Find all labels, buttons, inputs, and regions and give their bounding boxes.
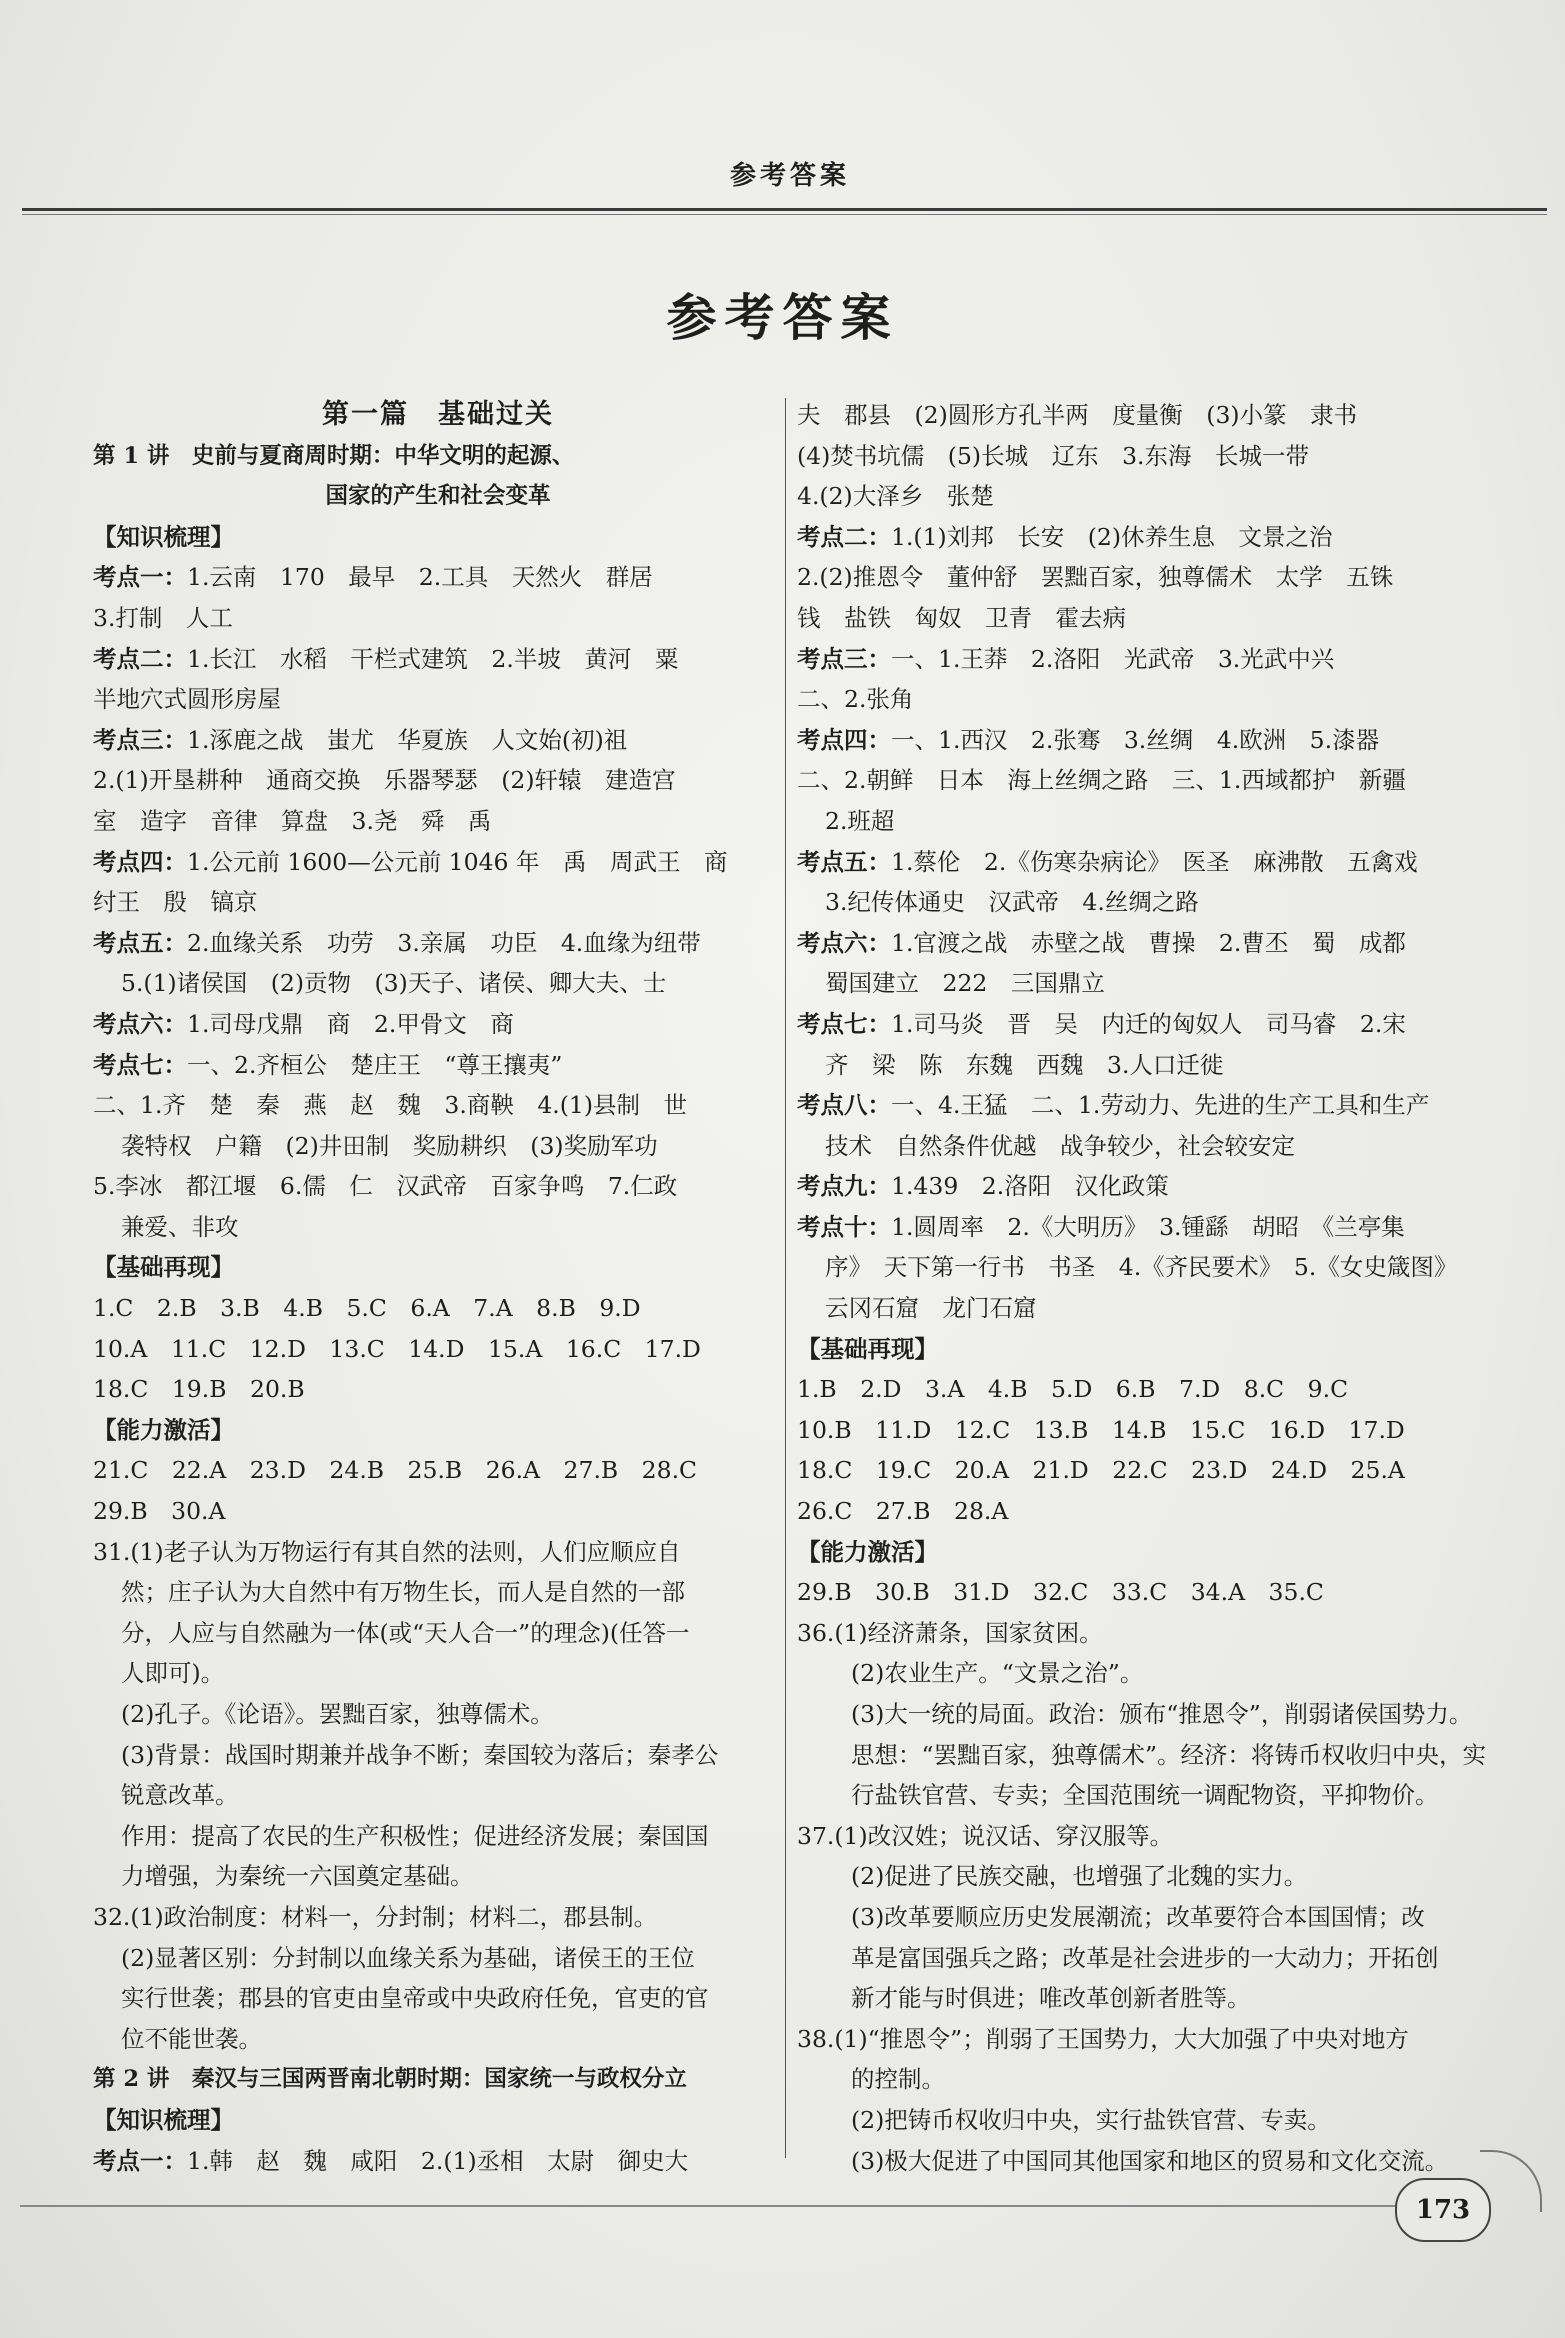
lecture-title: 第 2 讲 秦汉与三国两晋南北朝时期：国家统一与政权分立 [93,2066,687,2093]
part-title: 第一篇 基础过关 [322,399,554,430]
left-answer-line: 室 造字 音律 算盘 3.尧 舜 禹 [93,806,492,835]
kaodian-answers: 1.蔡伦 2.《伤寒杂病论》 医圣 麻沸散 五禽戏 [891,847,1418,876]
kaodian-answers: 1.云南 170 最早 2.工具 天然火 群居 [187,563,653,592]
left-answer-line: 半地穴式圆形房屋 [93,685,281,714]
left-kaodian-line [93,720,783,761]
right-answer-line: 1.B 2.D 3.A 4.B 5.D 6.B 7.D 8.C 9.C [797,1375,1349,1404]
left-answer-line: 分，人应与自然融为一体(或“天人合一”的理念)(任答一 [121,1618,690,1647]
right-answer-line: 行盐铁官营、专卖；全国范围统一调配物资，平抑物价。 [851,1781,1439,1810]
left-answer-line: 人即可)。 [121,1659,225,1688]
left-column [93,395,783,2181]
right-answer-line: 思想：“罢黜百家，独尊儒术”。经济：将铸币权收归中央，实 [851,1740,1487,1769]
right-answer-line: 夫 郡县 (2)圆形方孔半两 度量衡 (3)小篆 隶书 [797,401,1358,429]
running-header: 参考答案 [729,161,850,191]
left-kaodian-line [93,1004,783,1045]
right-kaodian-line [797,1207,1497,1248]
right-answer-line: 云冈石窟 龙门石窟 [825,1294,1037,1323]
section-heading: 【知识梳理】 [93,522,234,551]
right-answer-line: 18.C 19.C 20.A 21.D 22.C 23.D 24.D 25.A [797,1456,1405,1485]
kaodian-answers: 一、4.王猛 二、1.劳动力、先进的生产工具和生产 [891,1091,1430,1120]
kaodian-answers: 1.司马炎 晋 吴 内迁的匈奴人 司马睿 2.宋 [891,1009,1406,1038]
right-answer-line: 3.纪传体通史 汉武帝 4.丝绸之路 [825,888,1199,917]
lecture-title: 国家的产生和社会变革 [325,483,551,510]
right-answer-line: 29.B 30.B 31.D 32.C 33.C 34.A 35.C [797,1578,1324,1607]
left-kaodian-line [93,2141,783,2182]
right-answer-line: 36.(1)经济萧条，国家贫困。 [797,1618,1103,1647]
left-kaodian-line [93,1045,783,1086]
footer-rule [20,2205,1400,2207]
right-answer-line: (3)极大促进了中国同其他国家和地区的贸易和文化交流。 [851,2146,1449,2175]
kaodian-answers: 2.血缘关系 功劳 3.亲属 功臣 4.血缘为纽带 [187,928,701,957]
kaodian-label: 考点七： [93,1050,187,1079]
left-answer-line: 锐意改革。 [121,1781,239,1810]
section-heading: 【能力激活】 [797,1537,938,1566]
right-kaodian-line [797,842,1497,883]
kaodian-label: 考点四： [797,725,891,754]
left-kaodian-line [93,557,783,598]
kaodian-answers: 1.司母戊鼎 商 2.甲骨文 商 [187,1009,514,1038]
kaodian-label: 考点九： [797,1172,891,1201]
left-answer-line: 然；庄子认为大自然中有万物生长，而人是自然的一部 [121,1578,685,1607]
right-answer-line: (3)大一统的局面。政治：颁布“推恩令”，削弱诸侯国势力。 [851,1700,1473,1728]
left-kaodian-line [93,842,783,883]
left-answer-line: 31.(1)老子认为万物运行有其自然的法则，人们应顺应自 [93,1537,681,1566]
kaodian-label: 考点一： [93,563,187,592]
left-answer-line: 实行世袭；郡县的官吏由皇帝或中央政府任免，官吏的官 [121,1984,709,2013]
kaodian-label: 考点七： [797,1009,891,1038]
right-answer-line: 钱 盐铁 匈奴 卫青 霍去病 [797,603,1126,632]
right-answer-line: (3)改革要顺应历史发展潮流；改革要符合本国国情；改 [851,1902,1425,1931]
left-answer-line: 纣王 殷 镐京 [93,888,258,917]
right-answer-line: (4)焚书坑儒 (5)长城 辽东 3.东海 长城一带 [797,441,1309,470]
right-answer-line: 蜀国建立 222 三国鼎立 [825,969,1105,998]
kaodian-label: 考点五： [93,928,187,957]
left-answer-line: (3)背景：战国时期兼并战争不断；秦国较为落后；秦孝公 [121,1740,719,1769]
right-answer-line: 26.C 27.B 28.A [797,1497,1009,1526]
left-answer-line: 21.C 22.A 23.D 24.B 25.B 26.A 27.B 28.C [93,1456,698,1485]
right-column [797,395,1497,2181]
right-kaodian-line [797,639,1497,680]
kaodian-label: 考点十： [797,1212,891,1241]
kaodian-answers: 1.涿鹿之战 蚩尤 华夏族 人文始(初)祖 [187,725,628,754]
kaodian-label: 考点六： [797,928,891,957]
right-answer-line: 的控制。 [851,2065,945,2094]
kaodian-answers: 1.公元前 1600—公元前 1046 年 禹 周武王 商 [187,847,728,876]
left-answer-line: 29.B 30.A [93,1497,226,1526]
kaodian-label: 考点三： [93,725,187,754]
kaodian-answers: 一、2.齐桓公 楚庄王 “尊王攘夷” [187,1050,563,1079]
column-divider [785,398,786,2158]
right-answer-line: 10.B 11.D 12.C 13.B 14.B 15.C 16.D 17.D [797,1415,1405,1444]
right-answer-line: 革是富国强兵之路；改革是社会进步的一大动力；开拓创 [851,1943,1439,1972]
left-kaodian-line [93,923,783,964]
right-kaodian-line [797,1166,1497,1207]
right-answer-line: 4.(2)大泽乡 张楚 [797,482,994,511]
kaodian-label: 考点八： [797,1091,891,1120]
left-answer-line: 5.(1)诸侯国 (2)贡物 (3)天子、诸侯、卿大夫、士 [121,969,667,998]
left-answer-line: 位不能世袭。 [121,2024,262,2053]
right-answer-line: 37.(1)改汉姓；说汉话、穿汉服等。 [797,1821,1174,1850]
right-answer-line: 2.班超 [825,806,895,835]
left-answer-line: 3.打制 人工 [93,603,233,632]
kaodian-answers: 一、1.西汉 2.张骞 3.丝绸 4.欧洲 5.漆器 [891,725,1380,754]
kaodian-label: 考点三： [797,644,891,673]
kaodian-answers: 1.韩 赵 魏 咸阳 2.(1)丞相 太尉 御史大 [187,2146,689,2175]
right-answer-line: 38.(1)“推恩令”；削弱了王国势力，大大加强了中央对地方 [797,2024,1409,2053]
left-answer-line: (2)孔子。《论语》。罢黜百家，独尊儒术。 [121,1700,554,1728]
kaodian-answers: 1.官渡之战 赤壁之战 曹操 2.曹丕 蜀 成都 [891,928,1406,957]
section-heading: 【能力激活】 [93,1415,234,1444]
right-answer-line: (2)把铸币权收归中央，实行盐铁官营、专卖。 [851,2105,1331,2134]
left-answer-line: 作用：提高了农民的生产积极性；促进经济发展；秦国国 [121,1821,709,1850]
left-answer-line: 2.(1)开垦耕种 通商交换 乐器琴瑟 (2)轩辕 建造宫 [93,766,676,795]
main-title: 参考答案 [666,288,899,347]
kaodian-answers: 一、1.王莽 2.洛阳 光武帝 3.光武中兴 [891,644,1335,673]
section-heading: 【知识梳理】 [93,2105,234,2134]
left-answer-line: 32.(1)政治制度：材料一，分封制；材料二，郡县制。 [93,1902,658,1931]
right-answer-line: 技术 自然条件优越 战争较少，社会较安定 [825,1131,1295,1160]
right-answer-line: 序》 天下第一行书 书圣 4.《齐民要术》 5.《女史箴图》 [825,1253,1458,1282]
left-answer-line: 兼爱、非攻 [121,1212,239,1241]
section-heading: 【基础再现】 [93,1253,234,1282]
right-answer-line: (2)促进了民族交融，也增强了北魏的实力。 [851,1862,1308,1891]
kaodian-answers: 1.长江 水稻 干栏式建筑 2.半坡 黄河 粟 [187,644,679,673]
right-kaodian-line [797,720,1497,761]
left-answer-line: 18.C 19.B 20.B [93,1375,305,1404]
kaodian-label: 考点五： [797,847,891,876]
left-answer-line: 力增强，为秦统一六国奠定基础。 [121,1862,474,1891]
lecture-title: 第 1 讲 史前与夏商周时期：中华文明的起源、 [93,442,575,469]
left-kaodian-line [93,639,783,680]
right-answer-line: 齐 梁 陈 东魏 西魏 3.人口迁徙 [825,1050,1224,1079]
kaodian-answers: 1.439 2.洛阳 汉化政策 [891,1172,1169,1201]
right-answer-line: 二、2.朝鲜 日本 海上丝绸之路 三、1.西域都护 新疆 [797,766,1406,795]
page-number: 173 [1395,2178,1491,2242]
kaodian-label: 考点六： [93,1009,187,1038]
kaodian-answers: 1.圆周率 2.《大明历》 3.锺繇 胡昭 《兰亭集 [891,1212,1405,1241]
kaodian-label: 考点四： [93,847,187,876]
right-answer-line: 二、2.张角 [797,685,914,714]
left-answer-line: 1.C 2.B 3.B 4.B 5.C 6.A 7.A 8.B 9.D [93,1294,641,1323]
right-answer-line: (2)农业生产。“文景之治”。 [851,1659,1144,1688]
kaodian-answers: 1.(1)刘邦 长安 (2)休养生息 文景之治 [891,522,1333,551]
kaodian-label: 考点二： [797,522,891,551]
kaodian-label: 考点一： [93,2146,187,2175]
right-kaodian-line [797,517,1497,558]
left-answer-line: 袭特权 户籍 (2)井田制 奖励耕织 (3)奖励军功 [121,1131,658,1160]
left-answer-line: 二、1.齐 楚 秦 燕 赵 魏 3.商鞅 4.(1)县制 世 [93,1091,688,1120]
kaodian-label: 考点二： [93,644,187,673]
header-rule [22,208,1547,211]
right-answer-line: 新才能与时俱进；唯改革创新者胜等。 [851,1984,1251,2013]
left-answer-line: 10.A 11.C 12.D 13.C 14.D 15.A 16.C 17.D [93,1334,701,1363]
right-answer-line: 2.(2)推恩令 董仲舒 罢黜百家，独尊儒术 太学 五铢 [797,563,1394,592]
right-kaodian-line [797,1004,1497,1045]
right-kaodian-line [797,1085,1497,1126]
right-kaodian-line [797,923,1497,964]
left-answer-line: 5.李冰 都江堰 6.儒 仁 汉武帝 百家争鸣 7.仁政 [93,1172,678,1201]
left-answer-line: (2)显著区别：分封制以血缘关系为基础，诸侯王的王位 [121,1943,695,1972]
section-heading: 【基础再现】 [797,1334,938,1363]
header-rule-thin [22,214,1547,215]
